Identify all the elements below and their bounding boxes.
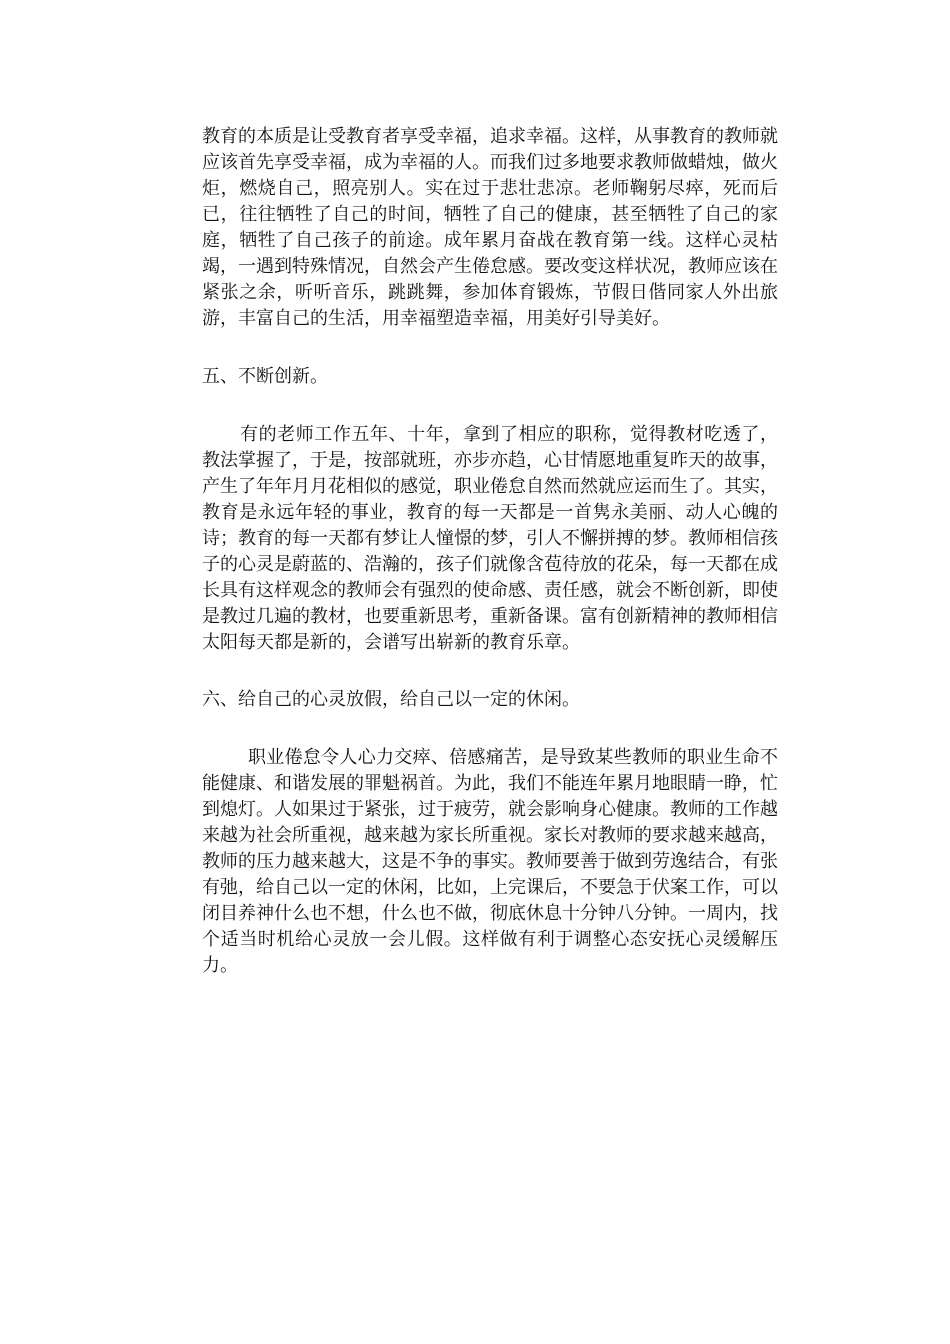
paragraph-innovation: 有的老师工作五年、十年，拿到了相应的职称，觉得教材吃透了，教法掌握了，于是，按部就班，亦步亦趋，心甘情愿地重复昨天的故事，产生了年年月月花相似的感觉，职业倦怠自然而然就应运而生了。其实，教育是永远年轻的事业，教育的每一天都是一首隽永美丽、动人心魄的诗；教育的每一天都有梦让人憧憬的梦，引人不懈拼搏的梦。教师相信孩子的心灵是蔚蓝的、浩瀚的，孩子们就像含苞待放的花朵，每一天都在成长具有这样观念的教师会有强烈的使命感、责任感，就会不断创新，即使是教过几遍的教材，也要重新思考，重新备课。富有创新精神的教师相信太阳每天都是新的，会谱写出崭新的教育乐章。 — [202, 424, 778, 653]
section-heading-innovation: 五、不断创新。 — [202, 366, 328, 387]
document-page — [202, 124, 778, 979]
paragraph-happiness: 教育的本质是让受教育者享受幸福，追求幸福。这样，从事教育的教师就应该首先享受幸福，成为幸福的人。而我们过多地要求教师做蜡烛，做火炬，燃烧自己，照亮别人。实在过于悲壮悲凉。老师鞠躬尽瘁，死而后已，往往牺牲了自己的时间，牺牲了自己的健康，甚至牺牲了自己的家庭，牺牲了自己孩子的前途。成年累月奋战在教育第一线。这样心灵枯竭，一遇到特殊情况，自然会产生倦怠感。要改变这样状况，教师应该在紧张之余，听听音乐，跳跳舞，参加体育锻炼，节假日偕同家人外出旅游，丰富自己的生活，用幸福塑造幸福，用美好引导美好。 — [202, 126, 778, 329]
paragraph-rest: 职业倦怠令人心力交瘁、倍感痛苦，是导致某些教师的职业生命不能健康、和谐发展的罪魁祸首。为此，我们不能连年累月地眼睛一睁，忙到熄灯。人如果过于紧张，过于疲劳，就会影响身心健康。教师的工作越来越为社会所重视，越来越为家长所重视。家长对教师的要求越来越高，教师的压力越来越大，这是不争的事实。教师要善于做到劳逸结合，有张有弛，给自己以一定的休闲，比如，上完课后，不要急于伏案工作，可以闭目养神什么也不想，什么也不做，彻底休息十分钟八分钟。一周内，找个适当时机给心灵放一会儿假。这样做有利于调整心态安抚心灵缓解压力。 — [202, 747, 778, 976]
section-heading-rest: 六、给自己的心灵放假，给自己以一定的休闲。 — [202, 689, 580, 710]
